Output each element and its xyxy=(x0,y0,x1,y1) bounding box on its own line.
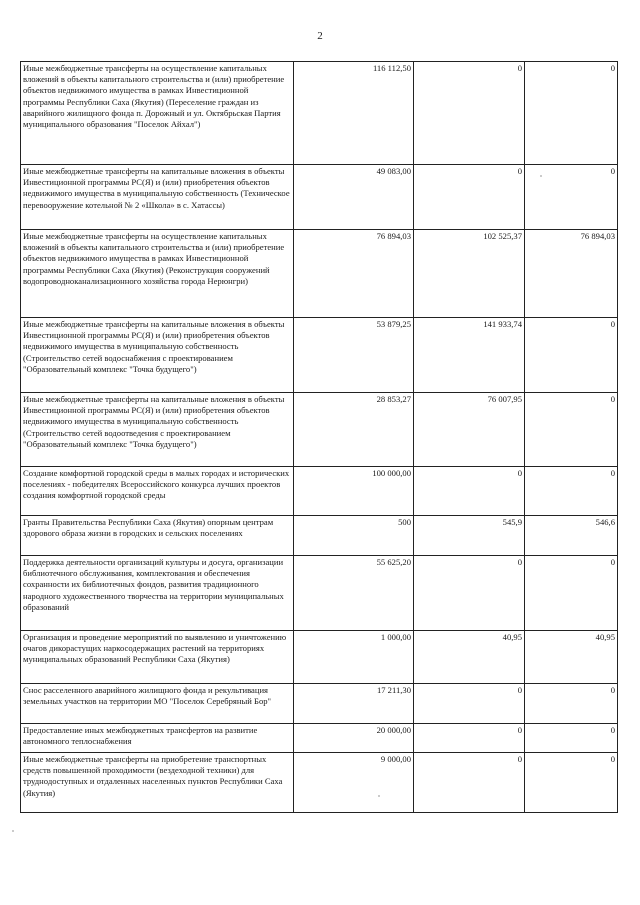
row-value-3: 0 xyxy=(525,724,618,753)
page-number: 2 xyxy=(317,30,323,42)
row-value-2: 0 xyxy=(414,753,525,813)
row-description: Иные межбюджетные трансферты на осуществление капитальных вложений в объекты капитального строительства и (или) приобретение объектов недвижимого имущества в рамках Инвестиционной программы Республики Саха (Якутия) (Переселение граждан из аварийного жилищного фонда п. Дорожный и ул. Октябрьская Партия муниципального образования "Поселок Айхал") xyxy=(21,62,294,165)
row-value-1: 49 083,00 xyxy=(294,165,414,230)
table-row xyxy=(21,393,618,467)
row-value-3: 0 xyxy=(525,753,618,813)
row-value-2: 0 xyxy=(414,684,525,724)
row-value-3: 40,95 xyxy=(525,631,618,684)
row-description: Поддержка деятельности организаций культуры и досуга, организации библиотечного обслуживания, комплектования и обеспечения сохранности их библиотечных фондов, развития традиционного народного художественного творчества на территории муниципальных образований xyxy=(21,556,294,631)
row-description: Иные межбюджетные трансферты на капитальные вложения в объекты Инвестиционной программы РС(Я) и (или) приобретения объектов недвижимого имущества в муниципальную собственность (Строительство сетей водоснабжения с проектированием "Образовательный комплекс "Точка будущего") xyxy=(21,318,294,393)
row-value-1: 100 000,00 xyxy=(294,467,414,516)
row-value-1: 55 625,20 xyxy=(294,556,414,631)
table-row xyxy=(21,230,618,318)
row-value-1: 20 000,00 xyxy=(294,724,414,753)
row-value-3: 0 xyxy=(525,318,618,393)
budget-transfers-table xyxy=(20,61,618,813)
table-row xyxy=(21,467,618,516)
row-value-1: 28 853,27 xyxy=(294,393,414,467)
row-value-3: 546,6 xyxy=(525,516,618,556)
row-value-3: 0 xyxy=(525,393,618,467)
row-value-3: 0 xyxy=(525,165,618,230)
table-row xyxy=(21,318,618,393)
row-description: Иные межбюджетные трансферты на капитальные вложения в объекты Инвестиционной программы РС(Я) и (или) приобретения объектов недвижимого имущества в муниципальную собственность (Строительство сетей водоотведения с проектированием "Образовательный комплекс "Точка будущего") xyxy=(21,393,294,467)
row-value-2: 0 xyxy=(414,724,525,753)
row-description: Иные межбюджетные трансферты на приобретение транспортных средств повышенной проходимости (вездеходной техники) для труднодоступных и отдаленных населенных пунктов Республики Саха (Якутия) xyxy=(21,753,294,813)
row-value-1: 9 000,00 xyxy=(294,753,414,813)
row-value-2: 545,9 xyxy=(414,516,525,556)
row-description: Создание комфортной городской среды в малых городах и исторических поселениях - победителях Всероссийского конкурса лучших проектов создания комфортной городской среды xyxy=(21,467,294,516)
row-value-3: 0 xyxy=(525,62,618,165)
row-value-1: 116 112,50 xyxy=(294,62,414,165)
row-value-2: 0 xyxy=(414,467,525,516)
table-row xyxy=(21,556,618,631)
row-value-3: 0 xyxy=(525,684,618,724)
row-value-3: 0 xyxy=(525,556,618,631)
table-row xyxy=(21,516,618,556)
row-value-2: 0 xyxy=(414,165,525,230)
row-value-2: 76 007,95 xyxy=(414,393,525,467)
row-description: Организация и проведение мероприятий по выявлению и уничтожению очагов дикорастущих наркосодержащих растений на территориях муниципальных образований Республики Саха (Якутия) xyxy=(21,631,294,684)
row-description: Иные межбюджетные трансферты на осуществление капитальных вложений в объекты капитального строительства и (или) приобретение объектов недвижимого имущества в рамках Инвестиционной программы Республики Саха (Якутия) (Реконструкция сооружений водопроводноканализационного хозяйства города Нерюнгри) xyxy=(21,230,294,318)
table-row xyxy=(21,62,618,165)
row-value-1: 500 xyxy=(294,516,414,556)
row-value-2: 40,95 xyxy=(414,631,525,684)
table-row xyxy=(21,753,618,813)
table-row xyxy=(21,165,618,230)
row-value-1: 17 211,30 xyxy=(294,684,414,724)
row-value-2: 0 xyxy=(414,62,525,165)
row-description: Предоставление иных межбюджетных трансфертов на развитие автономного теплоснабжения xyxy=(21,724,294,753)
row-value-2: 102 525,37 xyxy=(414,230,525,318)
scan-speck xyxy=(378,795,380,797)
scan-speck xyxy=(540,175,542,177)
row-description: Гранты Правительства Республики Саха (Якутия) опорным центрам здорового образа жизни в городских и сельских поселениях xyxy=(21,516,294,556)
row-value-1: 76 894,03 xyxy=(294,230,414,318)
row-value-1: 53 879,25 xyxy=(294,318,414,393)
row-value-1: 1 000,00 xyxy=(294,631,414,684)
row-value-3: 76 894,03 xyxy=(525,230,618,318)
scan-speck xyxy=(12,830,14,832)
row-value-2: 141 933,74 xyxy=(414,318,525,393)
table-row xyxy=(21,684,618,724)
row-description: Иные межбюджетные трансферты на капитальные вложения в объекты Инвестиционной программы РС(Я) и (или) приобретения объектов недвижимого имущества в муниципальную собственность (Техническое перевооружение котельной № 2 «Школа» в с. Хатассы) xyxy=(21,165,294,230)
table-row xyxy=(21,724,618,753)
row-description: Снос расселенного аварийного жилищного фонда и рекультивация земельных участков на территории МО "Поселок Серебряный Бор" xyxy=(21,684,294,724)
row-value-2: 0 xyxy=(414,556,525,631)
table-row xyxy=(21,631,618,684)
row-value-3: 0 xyxy=(525,467,618,516)
